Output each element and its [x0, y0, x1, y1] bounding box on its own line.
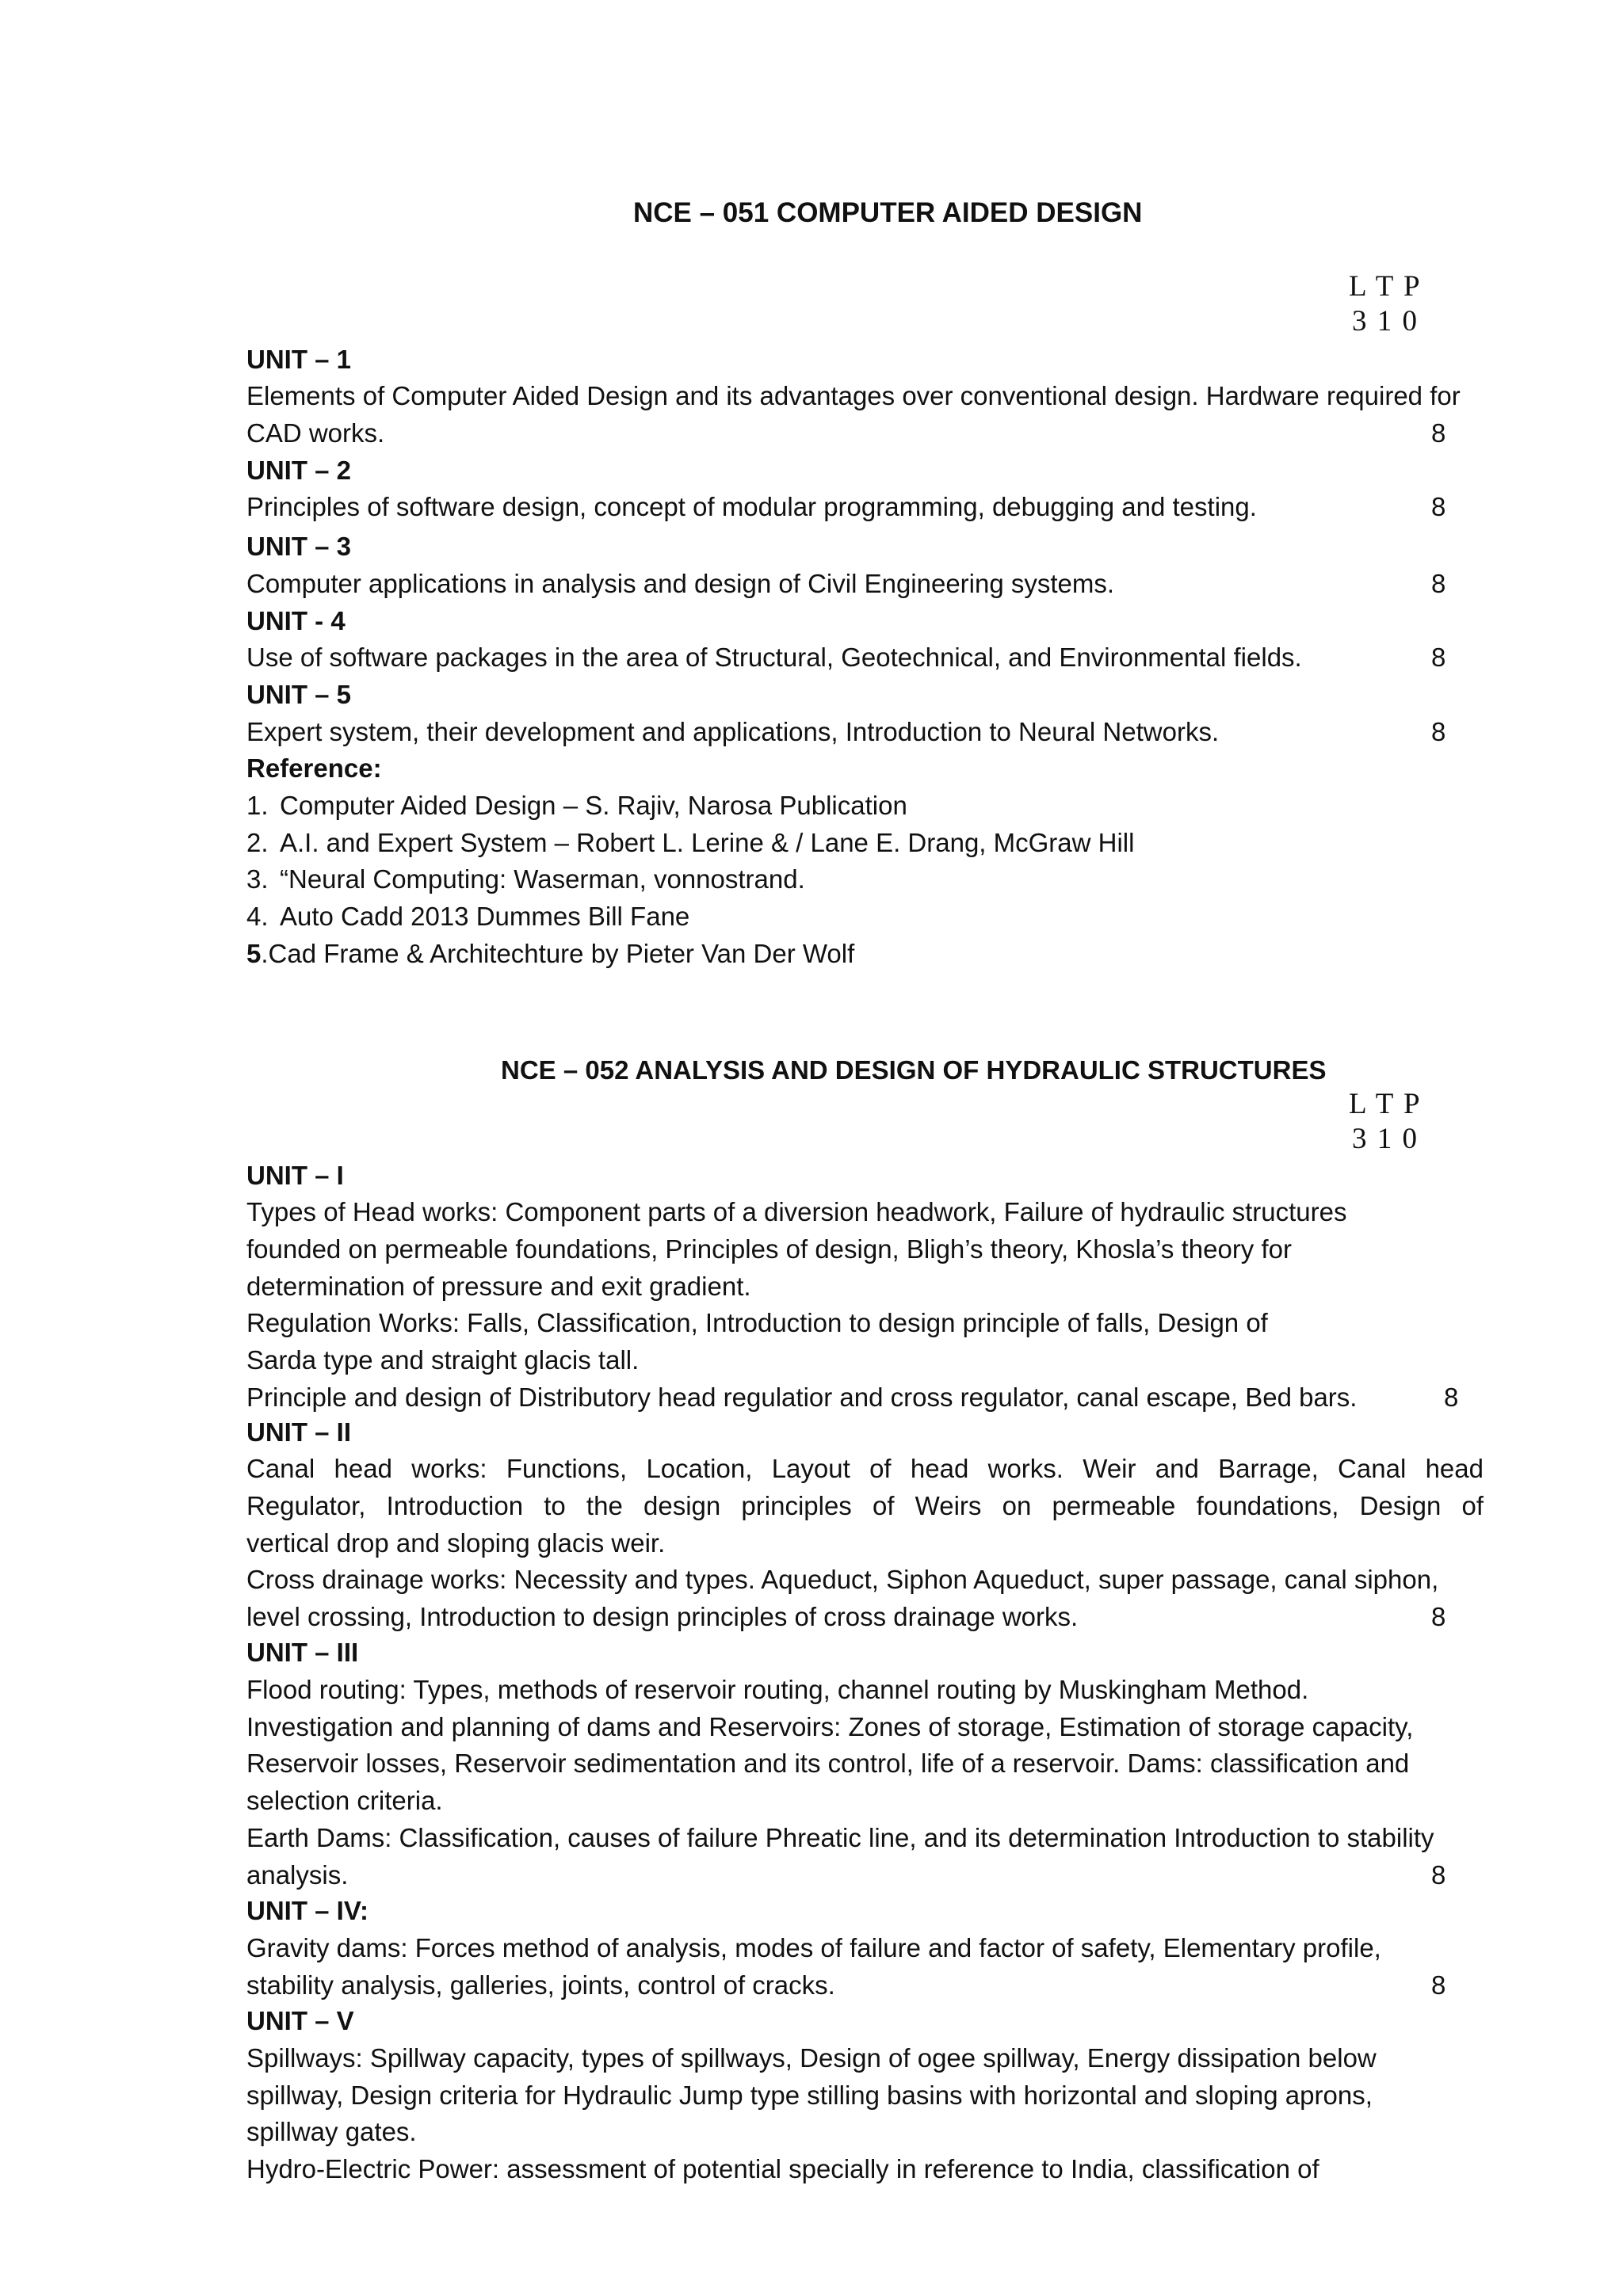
unit-text: Reservoir losses, Reservoir sedimentation and its control, life of a reservoir. Dams: classification and: [246, 1749, 1410, 1778]
unit-hours: 8: [1431, 643, 1446, 672]
unit-hours: 8: [1431, 492, 1446, 521]
unit-text: Regulation Works: Falls, Classification, Introduction to design principle of falls, Design of: [246, 1308, 1268, 1337]
unit-text: Earth Dams: Classification, causes of failure Phreatic line, and its determination Introduction to stability: [246, 1823, 1434, 1852]
reference-text: .Cad Frame & Architechture by Pieter Van Der Wolf: [261, 939, 855, 968]
reference-number: 4.: [246, 902, 269, 931]
unit-hours: 8: [1431, 1860, 1446, 1890]
unit-hours: 8: [1444, 1383, 1459, 1412]
reference-item: Auto Cadd 2013 Dummes Bill Fane: [280, 902, 690, 931]
ltp-values: 3 1 0: [1352, 1123, 1419, 1155]
unit-text: determination of pressure and exit gradient.: [246, 1272, 751, 1301]
unit-text: Elements of Computer Aided Design and its advantages over conventional design. Hardware required for: [246, 381, 1461, 410]
ltp-header: L T P: [1349, 270, 1422, 303]
unit-heading: UNIT – 2: [246, 456, 352, 485]
unit-text: Flood routing: Types, methods of reservoir routing, channel routing by Muskingham Method.: [246, 1675, 1309, 1704]
unit-text: Use of software packages in the area of Structural, Geotechnical, and Environmental fields.: [246, 643, 1302, 672]
unit-text: vertical drop and sloping glacis weir.: [246, 1528, 666, 1558]
reference-number: 2.: [246, 828, 269, 857]
reference-item: Computer Aided Design – S. Rajiv, Narosa Publication: [280, 791, 907, 820]
unit-text: spillway, Design criteria for Hydraulic Jump type stilling basins with horizontal and sloping aprons,: [246, 2081, 1373, 2110]
unit-text: level crossing, Introduction to design principles of cross drainage works.: [246, 1602, 1079, 1631]
unit-heading: UNIT – III: [246, 1638, 359, 1667]
unit-heading: UNIT – 1: [246, 345, 352, 374]
reference-item: “Neural Computing: Waserman, vonnostrand.: [280, 864, 805, 894]
unit-hours: 8: [1431, 569, 1446, 598]
unit-heading: UNIT – I: [246, 1161, 344, 1190]
reference-heading: Reference:: [246, 753, 382, 783]
unit-text: Spillways: Spillway capacity, types of spillways, Design of ogee spillway, Energy dissipation below: [246, 2043, 1377, 2073]
unit-hours: 8: [1431, 418, 1446, 448]
unit-text: Gravity dams: Forces method of analysis, modes of failure and factor of safety, Elementary profile,: [246, 1933, 1381, 1962]
unit-text: founded on permeable foundations, Principles of design, Bligh’s theory, Khosla’s theory for: [246, 1234, 1292, 1264]
reference-item: A.I. and Expert System – Robert L. Lerine & / Lane E. Drang, McGraw Hill: [280, 828, 1135, 857]
unit-text: spillway gates.: [246, 2117, 417, 2146]
course-title-nce-052: NCE – 052 ANALYSIS AND DESIGN OF HYDRAULIC STRUCTURES: [501, 1055, 1327, 1085]
unit-text: Regulator, Introduction to the design principles of Weirs on permeable foundations, Design of: [246, 1491, 1484, 1520]
unit-text: analysis.: [246, 1860, 349, 1890]
unit-hours: 8: [1431, 717, 1446, 746]
reference-number: 1.: [246, 791, 269, 820]
reference-number: 3.: [246, 864, 269, 894]
unit-hours: 8: [1431, 1602, 1446, 1631]
ltp-values: 3 1 0: [1352, 305, 1419, 338]
reference-number: 5: [246, 939, 262, 968]
unit-text: Cross drainage works: Necessity and types. Aqueduct, Siphon Aqueduct, super passage, canal siphon,: [246, 1565, 1439, 1594]
unit-heading: UNIT – V: [246, 2006, 354, 2035]
unit-text: selection criteria.: [246, 1786, 443, 1815]
unit-heading: UNIT – II: [246, 1417, 352, 1447]
unit-text: Computer applications in analysis and design of Civil Engineering systems.: [246, 569, 1115, 598]
unit-text: stability analysis, galleries, joints, control of cracks.: [246, 1970, 835, 2000]
unit-text: CAD works.: [246, 418, 385, 448]
unit-hours: 8: [1431, 1970, 1446, 2000]
unit-text: Principles of software design, concept of modular programming, debugging and testing.: [246, 492, 1257, 521]
unit-text: Types of Head works: Component parts of a diversion headwork, Failure of hydraulic structures: [246, 1197, 1347, 1226]
unit-heading: UNIT – 3: [246, 532, 352, 561]
unit-heading: UNIT – 5: [246, 680, 352, 709]
unit-text: Investigation and planning of dams and Reservoirs: Zones of storage, Estimation of storage capacity,: [246, 1712, 1414, 1741]
unit-text: Principle and design of Distributory head regulatior and cross regulator, canal escape, Bed bars.: [246, 1383, 1358, 1412]
unit-text: Canal head works: Functions, Location, Layout of head works. Weir and Barrage, Canal head: [246, 1454, 1484, 1483]
reference-item: [246, 936, 854, 972]
ltp-header: L T P: [1349, 1088, 1422, 1120]
unit-heading: UNIT – IV:: [246, 1896, 369, 1925]
unit-heading: UNIT - 4: [246, 606, 346, 635]
course-title-nce-051: NCE – 051 COMPUTER AIDED DESIGN: [633, 197, 1143, 228]
unit-text: Hydro-Electric Power: assessment of potential specially in reference to India, classification of: [246, 2154, 1319, 2183]
unit-text: Sarda type and straight glacis tall.: [246, 1345, 640, 1375]
unit-text: Expert system, their development and applications, Introduction to Neural Networks.: [246, 717, 1220, 746]
